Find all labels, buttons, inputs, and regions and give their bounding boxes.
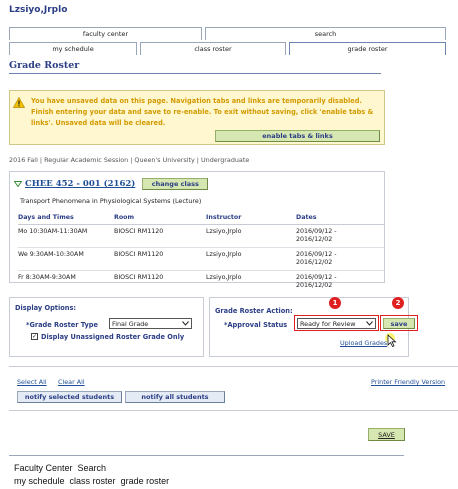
callout-1: 1 [329, 297, 341, 309]
approval-status-select[interactable] [297, 318, 376, 329]
table-row [18, 248, 384, 271]
change-class-button[interactable]: change class [142, 178, 208, 190]
grade-roster-type-label: *Grade Roster Type [26, 321, 98, 329]
unsaved-data-warning [9, 90, 385, 145]
upload-grades-link[interactable]: Upload Grades [340, 339, 388, 347]
tab-grade-roster[interactable]: grade roster [289, 42, 446, 55]
select-all-link[interactable]: Select All [17, 378, 47, 386]
save-button[interactable]: save [383, 318, 415, 329]
meeting-days: We 9:30AM-10:30AM [18, 248, 114, 271]
column-header-days: Days and Times [18, 212, 114, 225]
tab-my-schedule[interactable]: my schedule [9, 42, 137, 55]
chevron-down-icon [182, 321, 189, 326]
approval-status-value: Ready for Review [300, 319, 356, 328]
meeting-days: Mo 10:30AM-11:30AM [18, 225, 114, 248]
approval-status-label: *Approval Status [224, 321, 288, 329]
meeting-room: BIOSCI RM1120 [114, 248, 206, 271]
warning-icon [13, 97, 25, 108]
meeting-room: BIOSCI RM1120 [114, 274, 164, 281]
save-bottom-button[interactable]: SAVE [368, 428, 405, 441]
dates-start: 2016/09/12 - [296, 274, 337, 281]
meeting-dates [296, 225, 384, 248]
grade-roster-type-value: Final Grade [112, 319, 149, 328]
term-info: 2016 Fall | Regular Academic Session | Queen's University | Undergraduate [9, 156, 250, 164]
footer-my-schedule-link[interactable]: my schedule [14, 476, 65, 486]
clear-all-link[interactable]: Clear All [58, 378, 85, 386]
meeting-instructor: Lzsiyo,Jrplo [206, 225, 296, 248]
dates-start: 2016/09/12 - [296, 228, 337, 235]
meeting-dates [296, 271, 384, 294]
display-options-title: Display Options: [15, 304, 77, 312]
actions-top-rule [9, 366, 458, 367]
table-header-row [18, 212, 384, 225]
footer-line-2 [14, 476, 169, 486]
notify-all-students-button[interactable]: notify all students [125, 391, 225, 403]
title-divider [9, 73, 381, 74]
tab-search[interactable]: search [205, 27, 446, 40]
column-header-room: Room [114, 212, 206, 225]
grade-roster-type-select[interactable] [109, 318, 192, 329]
footer-faculty-center-link[interactable]: Faculty Center [14, 463, 73, 473]
footer-class-roster-link[interactable]: class roster [69, 476, 116, 486]
dates-end: 2016/12/02 [296, 282, 333, 289]
unassigned-only-checkbox[interactable]: ✓ [32, 333, 38, 340]
footer-line-1 [14, 463, 106, 473]
tab-faculty-center[interactable]: faculty center [9, 27, 202, 40]
page-title: Grade Roster [9, 60, 80, 71]
meeting-table [18, 212, 384, 293]
enable-tabs-links-button[interactable]: enable tabs & links [215, 130, 380, 142]
class-info-panel [9, 171, 385, 289]
secondary-tab-bar [9, 42, 446, 55]
user-name: Lzsiyo,Jrplo [9, 5, 68, 15]
primary-tab-bar [9, 27, 446, 40]
notify-selected-students-button[interactable]: notify selected students [17, 391, 122, 403]
class-code-link[interactable]: CHEE 452 - 001 (2162) [25, 179, 136, 189]
dates-end: 2016/12/02 [296, 259, 333, 266]
chevron-down-icon [366, 321, 373, 326]
display-options-panel [9, 297, 204, 357]
meeting-dates [296, 248, 384, 271]
warning-message: You have unsaved data on this page. Navigation tabs and links are temporarily disabled. Finish entering your data and save to re-enable. To exit without saving, click 'enable tabs & links'. Unsaved data will be cleared. [31, 97, 374, 127]
column-header-dates: Dates [296, 212, 384, 225]
footer-grade-roster-link[interactable]: grade roster [120, 476, 170, 486]
meeting-room: BIOSCI RM1120 [114, 225, 206, 248]
meeting-instructor: Lzsiyo,Jrplo [206, 274, 242, 281]
table-row [18, 225, 384, 248]
meeting-instructor: Lzsiyo,Jrplo [206, 248, 296, 271]
grade-roster-action-title: Grade Roster Action: [215, 307, 293, 315]
footer-rule [9, 455, 404, 456]
callout-2: 2 [392, 297, 404, 309]
column-header-instructor: Instructor [206, 212, 296, 225]
collapse-triangle-icon[interactable] [14, 180, 22, 188]
class-header [14, 178, 208, 190]
actions-bottom-rule [9, 410, 458, 411]
printer-friendly-link[interactable]: Printer Friendly Version [371, 378, 446, 386]
table-row [18, 271, 384, 294]
meeting-days: Fr 8:30AM-9:30AM [18, 274, 76, 281]
footer-search-link[interactable]: Search [77, 463, 107, 473]
unassigned-only-label: Display Unassigned Roster Grade Only [41, 333, 185, 341]
section-title: Transport Phenomena in Physiological Systems (Lecture) [20, 197, 202, 205]
dates-start: 2016/09/12 - [296, 251, 337, 258]
dates-end: 2016/12/02 [296, 236, 333, 243]
tab-class-roster[interactable]: class roster [140, 42, 286, 55]
grade-roster-action-panel [209, 297, 409, 357]
